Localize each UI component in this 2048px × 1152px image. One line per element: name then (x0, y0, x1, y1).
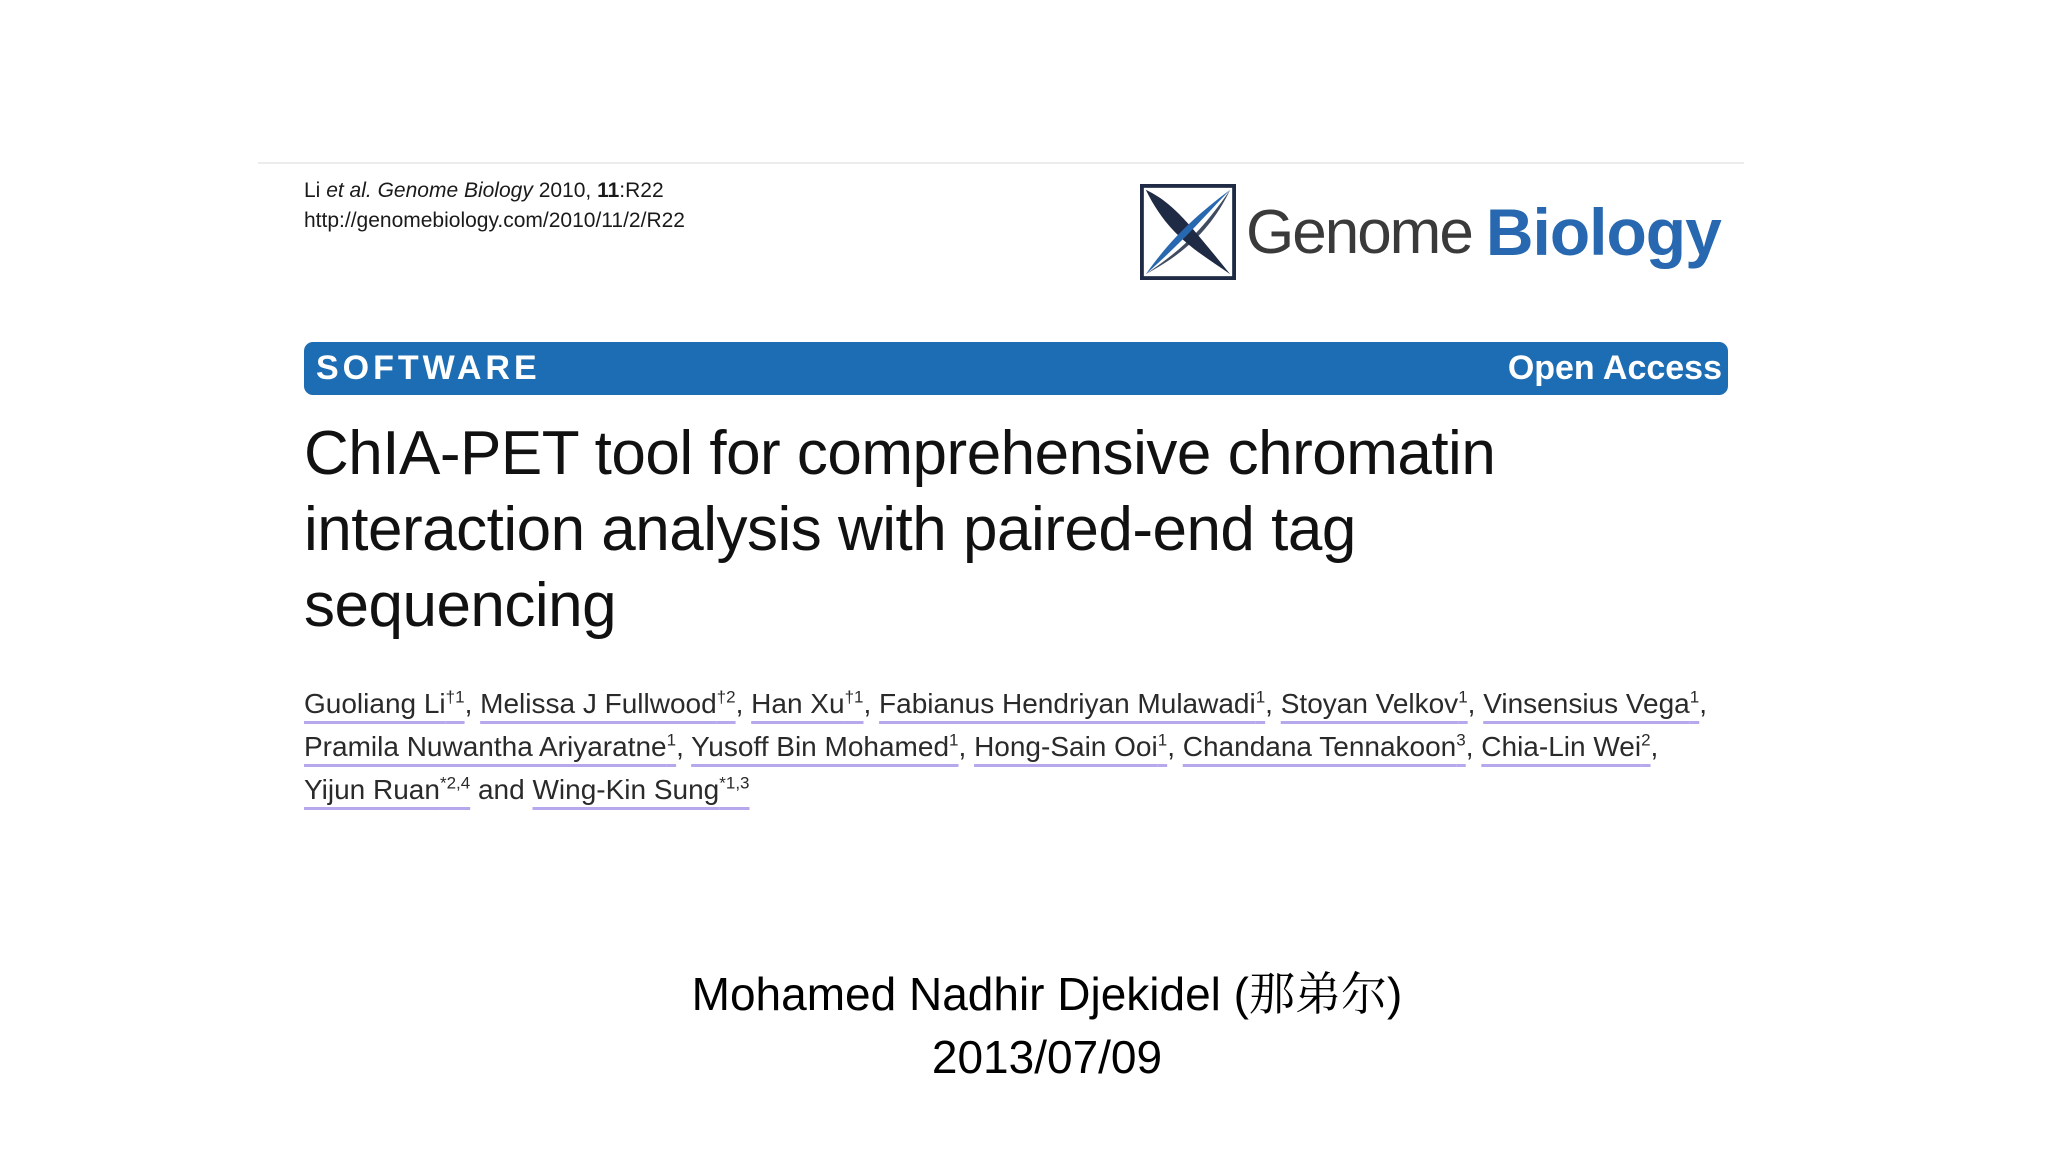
banner-article-type: SOFTWARE (316, 349, 541, 387)
author-link[interactable]: Pramila Nuwantha Ariyaratne$^1$ (304, 730, 677, 762)
citation-block (304, 176, 685, 236)
presenter-name: Mohamed Nadhir Djekidel (那弟尔) (691, 968, 1403, 1020)
title-line: sequencing (304, 571, 617, 640)
author-link[interactable]: Wing-Kin Sung$^{*1,3}$ (532, 773, 750, 805)
citation-journal: Genome Biology (377, 179, 533, 202)
author-link[interactable]: Stoyan Velkov$^1$ (1280, 687, 1468, 719)
author-link[interactable]: Melissa J Fullwood$^{\dagger 2}$ (480, 687, 736, 719)
author-link[interactable]: Guoliang Li$^{\dagger 1}$ (304, 687, 465, 719)
author-link[interactable]: Yusoff Bin Mohamed$^1$ (691, 730, 959, 762)
paper-header-screenshot (258, 162, 1744, 824)
title-line: ChIA-PET tool for comprehensive chromatin (304, 419, 1496, 488)
author-link[interactable]: Vinsensius Vega$^1$ (1483, 687, 1700, 719)
author-and: and (477, 774, 525, 805)
author-list: Guoliang Li$^{\dagger 1}$, Melissa J Fullwood$^{\dagger 2}$, Han Xu$^{\dagger 1}$, Fabianus Hendriyan Mulawadi$^1$, Stoyan Velkov$^1$, Vinsensius Vega$^1$, Pramila Nuwantha Ariyaratne$^1$, Yusoff Bin Mohamed$^1$, Hong-Sain Ooi$^1$, Chandana Tennakoon$^3$, Chia-Lin Wei$^2$, Yijun Ruan$^{*2,4}$ and Wing-Kin Sung$^{*1,3}$ (304, 687, 1707, 805)
citation-line (304, 176, 685, 206)
citation-et-al: et al. (326, 179, 372, 202)
citation-year: 2010, (538, 179, 592, 202)
author-link[interactable]: Yijun Ruan$^{*2,4}$ (304, 773, 471, 805)
author-link[interactable]: Hong-Sain Ooi$^1$ (974, 730, 1168, 762)
genome-biology-logo-icon (1140, 184, 1236, 280)
paper-title (304, 416, 1734, 644)
citation-article: :R22 (619, 179, 664, 202)
logo-word-genome: Genome (1246, 197, 1472, 267)
presentation-date: 2013/07/09 (931, 1031, 1163, 1083)
citation-volume: 11 (597, 179, 620, 202)
author-link[interactable]: Chandana Tennakoon$^3$ (1182, 730, 1466, 762)
title-line: interaction analysis with paired-end tag (304, 495, 1356, 564)
article-type-banner (304, 342, 1728, 395)
author-link[interactable]: Han Xu$^{\dagger 1}$ (751, 687, 864, 719)
banner-open-access: Open Access (1507, 349, 1722, 387)
genome-biology-logo (1140, 181, 1721, 283)
logo-word-biology: Biology (1485, 195, 1721, 269)
citation-author: Li (304, 179, 321, 202)
author-link[interactable]: Fabianus Hendriyan Mulawadi$^1$ (879, 687, 1266, 719)
author-link[interactable]: Chia-Lin Wei$^2$ (1481, 730, 1651, 762)
citation-url[interactable]: http://genomebiology.com/2010/11/2/R22 (304, 209, 685, 232)
